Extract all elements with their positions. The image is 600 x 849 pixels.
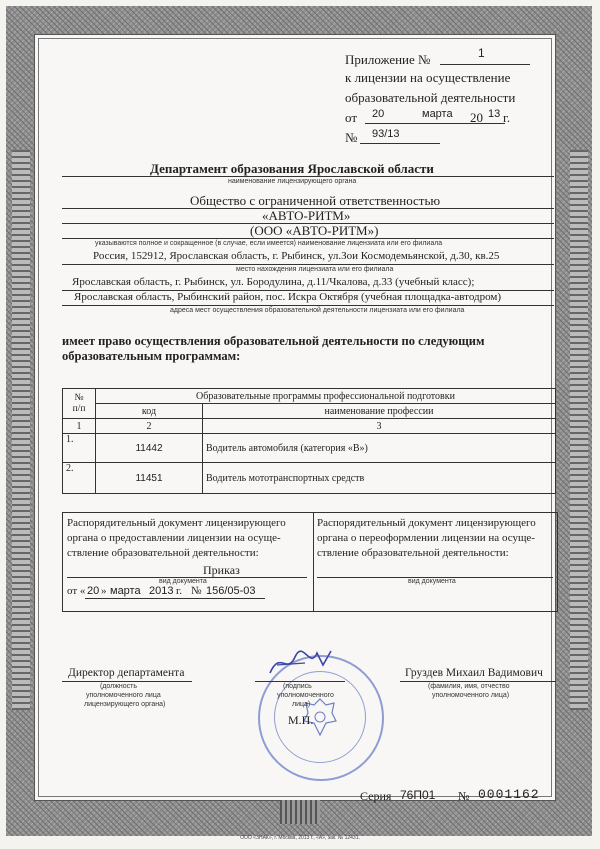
left-order-g: г.: [176, 585, 183, 597]
left-doc-type: Приказ: [203, 563, 240, 577]
appendix-line1: к лицензии на осуществление: [345, 70, 511, 85]
rights-line2: образовательным программам:: [62, 349, 241, 363]
serial-label: Серия: [360, 789, 392, 803]
right-order-line2: органа о переоформлении лицензии на осуще-: [317, 532, 535, 544]
orders-box: [62, 512, 558, 612]
licensee-line3: (ООО «АВТО-РИТМ»): [250, 223, 379, 238]
programs-table: [62, 388, 556, 494]
places-caption: адреса мест осуществления образовательной деятельности лицензиата или его филиала: [170, 307, 465, 314]
right-doc-type-caption: вид документа: [408, 578, 456, 585]
row-code: 11442: [96, 434, 203, 463]
left-order-no: 156/05-03: [206, 585, 256, 597]
serial-number: 0001162: [478, 787, 540, 802]
address-caption: место нахождения лицензиата или его филиала: [236, 266, 394, 273]
appendix-number-line: [440, 64, 530, 65]
appendix-year-prefix: 20: [470, 110, 483, 125]
places-line2-rule: [62, 305, 554, 306]
no-header-cell: [63, 389, 96, 419]
left-order-no-label: №: [191, 585, 202, 597]
places-line1: Ярославская область, г. Рыбинск, ул. Бородулина, д.11/Чкалова, д.33 (учебный класс);: [72, 276, 475, 288]
row-no: 2.: [63, 463, 96, 494]
organ-name: Департамент образования Ярославской области: [150, 161, 434, 176]
no-header-1: №: [74, 392, 84, 403]
signature-rule: [255, 681, 345, 682]
row-code: 11451: [96, 463, 203, 494]
orders-divider: [313, 513, 314, 611]
handwritten-signature: [265, 645, 335, 680]
left-order-from: от «: [67, 585, 86, 597]
address-rule: [62, 264, 554, 265]
licensee-line3-rule: [62, 238, 554, 239]
licensee-line1: Общество с ограниченной ответственностью: [190, 193, 441, 208]
appendix-license-no: 93/13: [372, 128, 400, 140]
left-order-month: марта: [110, 585, 141, 597]
serial-no-label: №: [458, 789, 470, 803]
row-name: Водитель мототранспортных средств: [203, 463, 556, 494]
left-order-date-rule: [85, 598, 265, 599]
bottom-ornament: [280, 800, 320, 824]
col-number: 2: [96, 419, 203, 434]
licensee-line2: «АВТО-РИТМ»: [262, 208, 351, 223]
rights-line1: имеет право осуществления образовательной деятельности по следующим: [62, 334, 485, 348]
left-order-line1: Распорядительный документ лицензирующего: [67, 517, 286, 529]
places-line2: Ярославская область, Рыбинский район, пос. Искра Октября (учебная площадка-автодром): [74, 291, 502, 303]
appendix-no-label: №: [345, 130, 358, 145]
appendix-license-line: [360, 143, 440, 144]
row-no: 1.: [63, 434, 96, 463]
organ-caption: наименование лицензирующего органа: [228, 178, 357, 185]
sign-caption-2: уполномоченного: [277, 692, 334, 699]
name-header: наименование профессии: [203, 404, 556, 419]
name-caption-2: уполномоченного лица): [432, 692, 510, 699]
position-caption-3: лицензирующего органа): [84, 701, 166, 708]
name-caption-1: (фамилия, имя, отчество: [428, 683, 510, 690]
col-numbers-row: [63, 419, 556, 434]
left-order-line2: органа о предоставлении лицензии на осуще-: [67, 532, 281, 544]
code-header: код: [96, 404, 203, 419]
appendix-year-suffix: г.: [503, 110, 511, 125]
printer-imprint: ООО «ЗНАК», г. Москва, 2013 г., «А», зак. № 12431.: [240, 835, 360, 841]
serial-series: 76П01: [400, 788, 436, 802]
appendix-date-from: от: [345, 110, 358, 125]
left-order-day: 20: [87, 585, 100, 597]
col-number: 1: [63, 419, 96, 434]
signer-position: Директор департамента: [68, 667, 185, 679]
organ-line: [62, 176, 554, 177]
seal-place-mark: М.П.: [288, 713, 314, 727]
appendix-number: 1: [478, 46, 485, 60]
left-order-line3: ствление образовательной деятельности:: [67, 547, 259, 559]
table-row: [63, 434, 556, 463]
left-order-close: »: [101, 585, 107, 597]
row-name: Водитель автомобиля (категория «В»): [203, 434, 556, 463]
appendix-prefix: Приложение №: [345, 52, 431, 67]
table-header-row: [63, 389, 556, 404]
col-number: 3: [203, 419, 556, 434]
appendix-day: 20: [372, 108, 385, 120]
right-order-line3: ствление образовательной деятельности:: [317, 547, 509, 559]
position-caption-1: (должность: [100, 683, 138, 690]
licensee-caption: указываются полное и сокращенное (в случае, если имеется) наименование лицензиата или его филиала: [95, 240, 443, 247]
no-header-2: п/п: [72, 403, 86, 414]
appendix-date-line: [365, 123, 505, 124]
left-order-year: 2013: [149, 585, 174, 597]
table-subheader-row: [63, 404, 556, 419]
left-doc-type-caption: вид документа: [159, 578, 207, 585]
right-ornament-band: [570, 150, 588, 710]
signer-name: Груздев Михаил Вадимович: [405, 667, 543, 679]
right-order-line1: Распорядительный документ лицензирующего: [317, 517, 536, 529]
sign-caption-1: (подпись: [283, 683, 312, 690]
appendix-line2: образовательной деятельности: [345, 90, 516, 105]
appendix-year: 13: [488, 108, 501, 120]
position-caption-2: уполномоченного лица: [86, 692, 161, 699]
group-header: Образовательные программы профессиональной подготовки: [96, 389, 556, 404]
licensee-address: Россия, 152912, Ярославская область, г. Рыбинск, ул.Зои Космодемьянской, д.30, кв.25: [93, 250, 500, 262]
sign-caption-3: лица): [292, 701, 311, 708]
name-rule: [400, 681, 556, 682]
position-rule: [62, 681, 192, 682]
left-ornament-band: [12, 150, 30, 710]
appendix-month: марта: [422, 108, 453, 120]
table-row: [63, 463, 556, 494]
